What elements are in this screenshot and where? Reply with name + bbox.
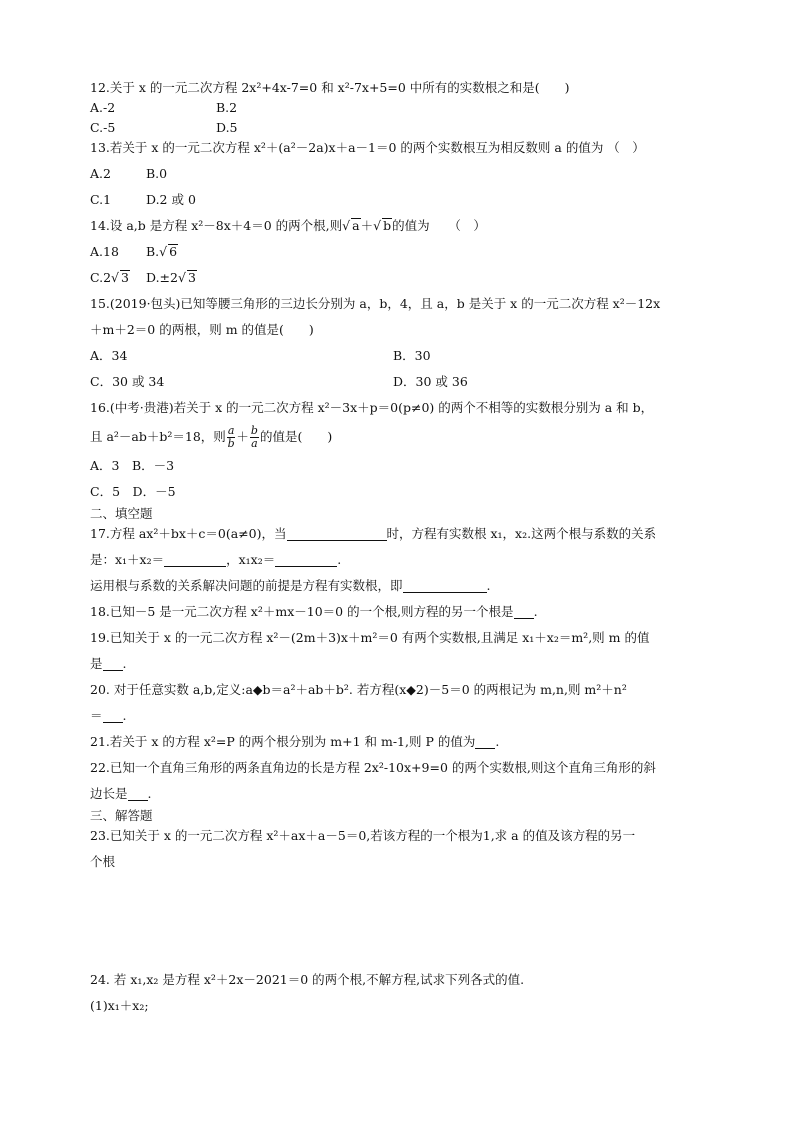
q17-answer-blank-condition[interactable] xyxy=(287,526,387,541)
q16-frac2-numerator: b xyxy=(250,424,258,437)
question-20-line1: 20. 对于任意实数 a,b,定义:a◆b＝a²＋ab＋b². 若方程(x◆2)－5＝0 的两根记为 m,n,则 m²＋n² xyxy=(90,682,627,697)
question-23-line1: 23.已知关于 x 的一元二次方程 x²＋ax＋a－5＝0,若该方程的一个根为1,求 a 的值及该方程的另一 xyxy=(90,828,636,843)
question-12: 12.关于 x 的一元二次方程 2x²+4x-7=0 和 x²-7x+5=0 中所有的实数根之和是( ) xyxy=(90,80,570,95)
question-14 xyxy=(90,216,710,236)
section-heading-solve: 三、解答题 xyxy=(90,808,153,823)
sqrt-symbol: √ xyxy=(111,270,120,285)
section-heading-fill-in: 二、填空题 xyxy=(90,506,153,521)
q13-option-b: B.0 xyxy=(146,166,168,181)
q14-option-b-label: B. xyxy=(146,244,160,259)
q22-answer-blank[interactable] xyxy=(128,786,148,801)
q12-options-row1 xyxy=(90,98,710,118)
q16-fraction-a-over-b xyxy=(227,425,236,450)
q13-option-a: A.2 xyxy=(90,166,111,181)
q14-plus: ＋ xyxy=(360,218,374,233)
question-21 xyxy=(90,732,710,752)
q19-stem-end: 是 xyxy=(90,656,103,671)
q17-stem: 17.方程 ax²＋bx＋c＝0(a≠0)，当 xyxy=(90,526,287,541)
q14-option-d xyxy=(146,268,197,288)
question-17-line1 xyxy=(90,524,710,544)
question-22-line2 xyxy=(90,784,710,804)
q14-stem: 14.设 a,b 是方程 x²－8x＋4＝0 的两个根,则 xyxy=(90,218,343,233)
question-22-line1: 22.已知一个直角三角形的两条直角边的长是方程 2x²-10x+9=0 的两个实数根,则这个直角三角形的斜 xyxy=(90,760,656,775)
q16-options-row2 xyxy=(90,482,710,502)
question-18 xyxy=(90,602,710,622)
q14-option-b-sqrt: 6 xyxy=(169,244,178,259)
q15-options-row2 xyxy=(90,372,710,392)
q15-option-c: C．30 或 34 xyxy=(90,374,165,389)
q18-period: . xyxy=(533,604,538,619)
q12-option-c: C.-5 xyxy=(90,120,116,135)
question-19-line1: 19.已知关于 x 的一元二次方程 x²－(2m＋3)x＋m²＝0 有两个实数根,且满足 x₁＋x₂＝m²,则 m 的值 xyxy=(90,630,650,645)
answer-space xyxy=(90,872,710,970)
q13-options-row1 xyxy=(90,164,710,184)
q14-option-c xyxy=(90,268,146,288)
q14-option-c-sqrt: 3 xyxy=(121,270,129,285)
question-24-line1: 24. 若 x₁,x₂ 是方程 x²＋2x－2021＝0 的两个根,不解方程,试求下列各式的值. xyxy=(90,972,525,987)
question-16-line2 xyxy=(90,424,710,450)
q19-period: . xyxy=(122,656,127,671)
q21-answer-blank[interactable] xyxy=(475,734,495,749)
sqrt-symbol: √ xyxy=(177,270,186,285)
q16-fraction-b-over-a xyxy=(250,425,259,450)
question-15-line2: ＋m＋2＝0 的两根，则 m 的值是( ) xyxy=(90,322,314,337)
q14-option-a: A.18 xyxy=(90,244,119,259)
q12-option-b: B.2 xyxy=(216,100,238,115)
q22-stem-end: 边长是 xyxy=(90,786,128,801)
q19-answer-blank[interactable] xyxy=(103,656,123,671)
q17-answer-blank-sum[interactable] xyxy=(164,552,226,567)
q12-option-d: D.5 xyxy=(216,120,238,135)
sqrt-symbol: √ xyxy=(159,244,168,259)
q21-stem: 21.若关于 x 的方程 x²=P 的两个根分别为 m+1 和 m-1,则 P 的值为 xyxy=(90,734,476,749)
q15-option-a: A．34 xyxy=(90,348,128,363)
q16-stem-end: 的值是( ) xyxy=(259,429,333,444)
q16-frac1-denominator: b xyxy=(227,437,235,450)
q14-stem-end: 的值为 （ ） xyxy=(392,218,486,233)
q21-period: . xyxy=(495,734,500,749)
q15-option-b: B．30 xyxy=(393,348,431,363)
q14-options-row2 xyxy=(90,268,710,288)
question-19-line2 xyxy=(90,654,710,674)
q12-options-row2 xyxy=(90,118,710,138)
question-16-line1: 16.(中考·贵港)若关于 x 的一元二次方程 x²－3x＋p＝0(p≠0) 的两个不相等的实数根分别为 a 和 b， xyxy=(90,400,654,415)
q12-option-a: A.-2 xyxy=(90,100,116,115)
q13-option-d: D.2 或 0 xyxy=(146,192,196,207)
q18-answer-blank[interactable] xyxy=(514,604,534,619)
question-15-line1: 15.(2019·包头)已知等腰三角形的三边长分别为 a，b，4，且 a，b 是关于 x 的一元二次方程 x²－12x xyxy=(90,296,661,311)
question-17-line2 xyxy=(90,550,710,570)
q17-answer-blank-premise[interactable] xyxy=(403,578,487,593)
q15-options-row1 xyxy=(90,346,710,366)
q16-option-d: D．－5 xyxy=(132,484,176,499)
q16-option-a: A．3 xyxy=(90,458,120,473)
q17-sum-label: 是：x₁＋x₂＝ xyxy=(90,552,165,567)
q14-option-d-label: D.±2 xyxy=(146,270,178,285)
q13-option-c: C.1 xyxy=(90,192,112,207)
question-20-line2 xyxy=(90,706,710,726)
q16-frac2-denominator: a xyxy=(251,437,258,450)
q17-period-2: . xyxy=(486,578,491,593)
q13-options-row2 xyxy=(90,190,710,210)
q17-stem-cont: 时，方程有实数根 x₁，x₂.这两个根与系数的关系 xyxy=(386,526,657,541)
q17-product-label: ，x₁x₂＝ xyxy=(226,552,276,567)
q15-option-d: D．30 或 36 xyxy=(393,374,468,389)
question-13: 13.若关于 x 的一元二次方程 x²＋(a²－2a)x＋a－1＝0 的两个实数根互为相反数则 a 的值为 （ ） xyxy=(90,140,645,155)
worksheet-page xyxy=(90,78,710,1016)
q20-answer-blank[interactable] xyxy=(103,708,123,723)
q20-equals: ＝ xyxy=(90,708,103,723)
q16-option-c: C．5 xyxy=(90,484,121,499)
question-17-line3 xyxy=(90,576,710,596)
q17-period: . xyxy=(337,552,342,567)
q16-options-row1 xyxy=(90,456,710,476)
sqrt-symbol: √ xyxy=(342,218,351,233)
q14-option-c-label: C.2 xyxy=(90,270,112,285)
q17-answer-blank-product[interactable] xyxy=(275,552,337,567)
q14-sqrt-b: b xyxy=(383,218,392,233)
q20-period: . xyxy=(122,708,127,723)
question-24-line2: (1)x₁＋x₂; xyxy=(90,998,149,1013)
q16-stem: 且 a²－ab＋b²＝18，则 xyxy=(90,429,226,444)
sqrt-symbol: √ xyxy=(373,218,382,233)
q16-option-b: B．－3 xyxy=(132,458,175,473)
q14-options-row1 xyxy=(90,242,710,262)
q17-premise: 运用根与系数的关系解决问题的前提是方程有实数根，即 xyxy=(90,578,403,593)
q16-plus: ＋ xyxy=(236,429,249,444)
q18-stem: 18.已知－5 是一元二次方程 x²＋mx－10＝0 的一个根,则方程的另一个根是 xyxy=(90,604,514,619)
q22-period: . xyxy=(147,786,152,801)
question-23-line2: 个根 xyxy=(90,854,116,869)
q16-frac1-numerator: a xyxy=(227,424,235,437)
q14-option-b xyxy=(146,242,178,262)
q14-sqrt-a: a xyxy=(352,218,360,233)
q14-option-d-sqrt: 3 xyxy=(187,270,196,285)
